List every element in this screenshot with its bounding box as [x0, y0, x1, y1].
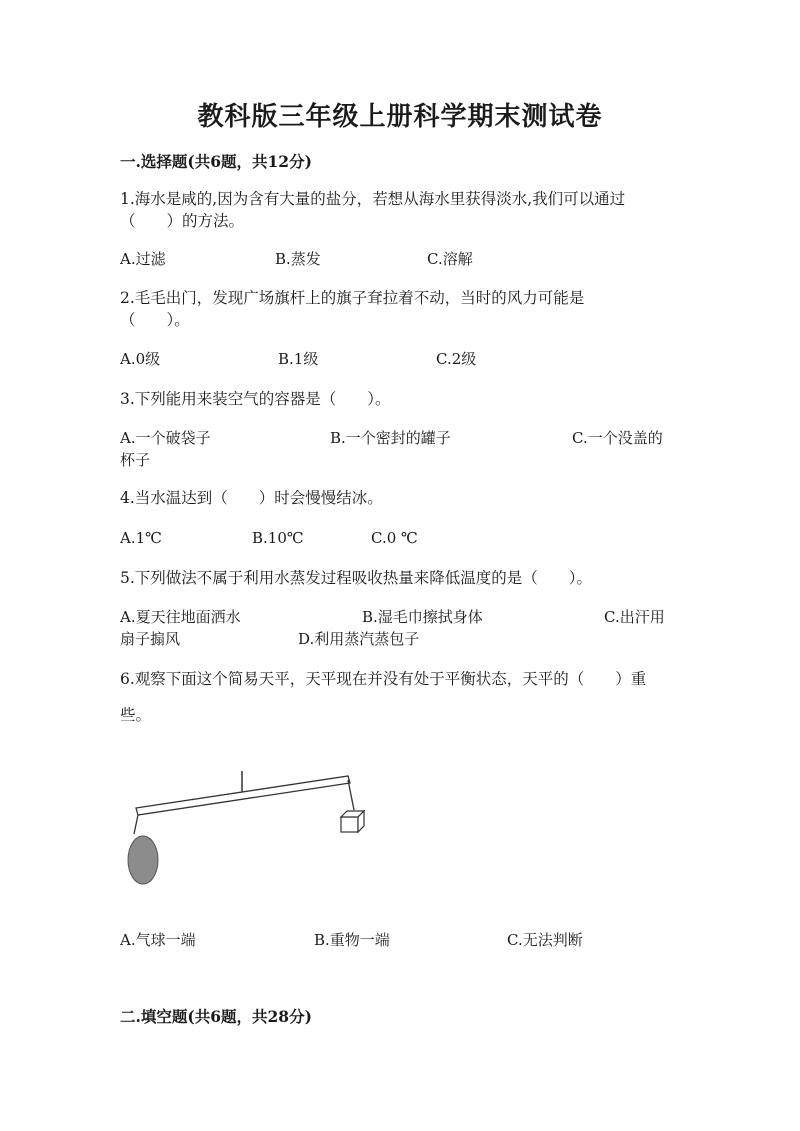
question-6-option-c: C.无法判断 [507, 931, 583, 949]
question-5-option-a: A.夏天往地面洒水 [120, 608, 241, 626]
question-2-option-a: A.0级 [120, 350, 161, 368]
question-5-option-c-wrap: 扇子搧风 [120, 630, 181, 648]
balloon-string [134, 815, 138, 834]
balance-beam [136, 776, 350, 815]
question-5-text: 5.下列做法不属于利用水蒸发过程吸收热量来降低温度的是（ ）。 [120, 569, 593, 587]
section-heading-fill-blank: 二.填空题(共6题，共28分) [120, 1007, 312, 1026]
question-2-text: 2.毛毛出门，发现广场旗杆上的旗子耷拉着不动，当时的风力可能是 [120, 289, 585, 307]
question-1-text: 1.海水是咸的,因为含有大量的盐分，若想从海水里获得淡水,我们可以通过 [120, 190, 626, 208]
question-3-option-c: C.一个没盖的 [572, 429, 663, 447]
question-4-option-a: A.1℃ [120, 529, 162, 547]
weight-string [348, 780, 354, 810]
question-5-option-d: D.利用蒸汽蒸包子 [298, 630, 420, 648]
question-4-option-c: C.0 ℃ [371, 529, 418, 547]
question-2-text-cont: （ ）。 [120, 311, 190, 329]
question-2-option-b: B.1级 [278, 350, 319, 368]
question-6-option-b: B.重物一端 [314, 931, 390, 949]
question-3-text: 3.下列能用来装空气的容器是（ ）。 [120, 390, 391, 408]
question-5-option-b: B.湿毛巾擦拭身体 [362, 608, 483, 626]
question-6-text-cont: 些。 [120, 706, 152, 724]
question-6-text: 6.观察下面这个简易天平，天平现在并没有处于平衡状态，天平的（ ）重 [120, 670, 647, 688]
question-6-option-a: A.气球一端 [120, 931, 196, 949]
balloon [128, 836, 158, 884]
question-3-option-b: B.一个密封的罐子 [330, 429, 451, 447]
question-1-option-b: B.蒸发 [275, 250, 321, 268]
section-heading-choice: 一.选择题(共6题，共12分) [120, 152, 312, 171]
question-1-text-cont: （ ）的方法。 [120, 212, 245, 230]
question-4-option-b: B.10℃ [252, 529, 304, 547]
balance-diagram [120, 768, 380, 893]
weight-cube [341, 811, 364, 832]
question-4-text: 4.当水温达到（ ）时会慢慢结冰。 [120, 489, 383, 507]
question-5-option-c: C.出汗用 [604, 608, 665, 626]
page-title: 教科版三年级上册科学期末测试卷 [197, 102, 603, 132]
question-3-option-c-wrap: 杯子 [120, 451, 151, 469]
question-1-option-c: C.溶解 [427, 250, 473, 268]
question-2-option-c: C.2级 [436, 350, 477, 368]
question-3-option-a: A.一个破袋子 [120, 429, 211, 447]
question-1-option-a: A.过滤 [120, 250, 166, 268]
